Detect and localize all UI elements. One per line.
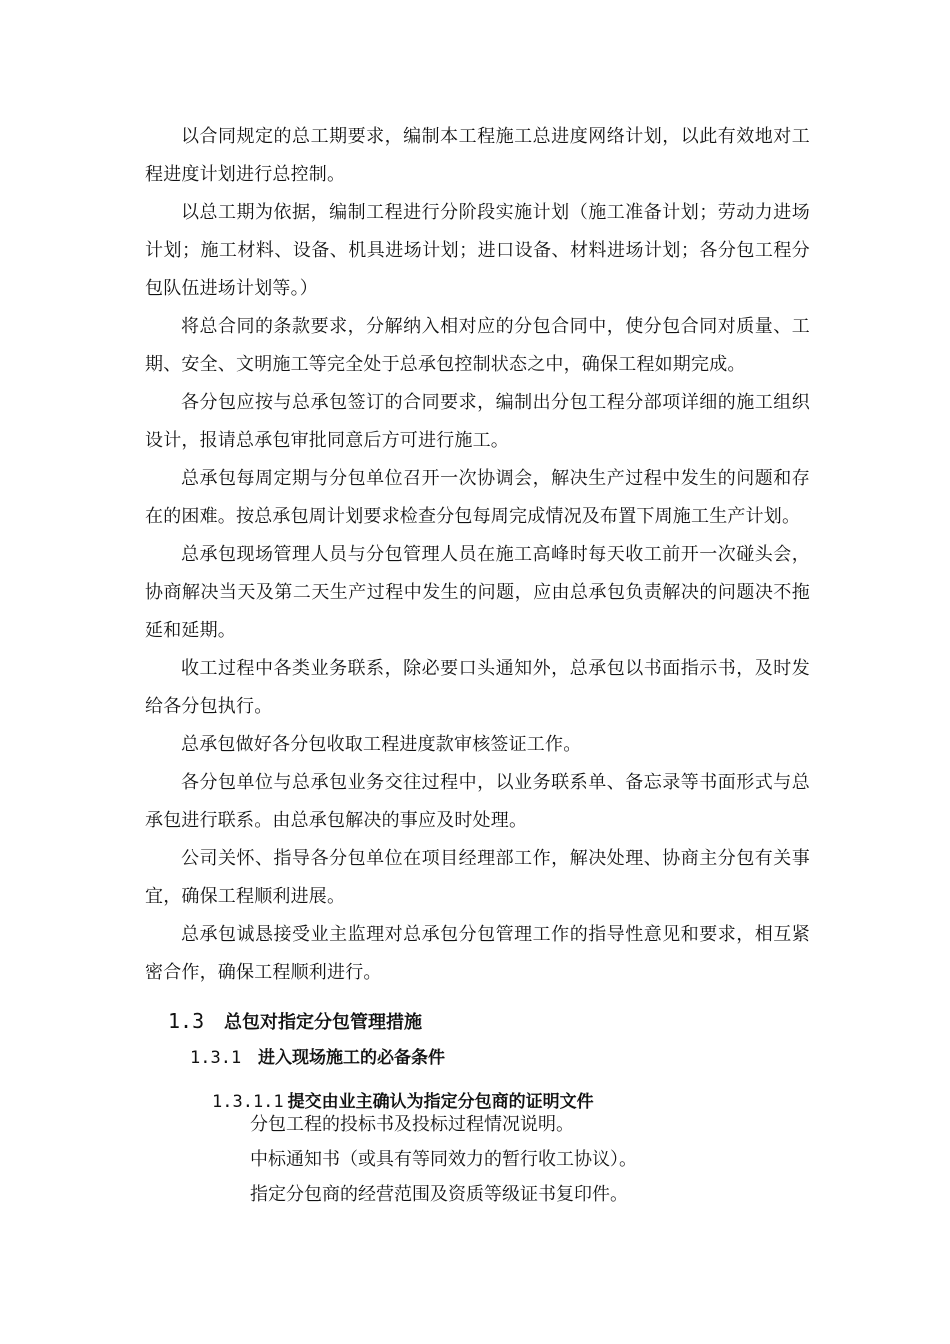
section-title: 总包对指定分包管理措施 (224, 1012, 422, 1033)
list-item: 中标通知书（或具有等同效力的暂行收工协议）。 (250, 1149, 637, 1170)
section-heading (168, 1008, 422, 1034)
paragraph: 总承包每周定期与分包单位召开一次协调会，解决生产过程中发生的问题和存在的困难。按总承包周计划要求检查分包每周完成情况及布置下周施工生产计划。 (145, 468, 810, 527)
paragraph: 各分包单位与总承包业务交往过程中，以业务联系单、备忘录等书面形式与总承包进行联系。由总承包解决的事应及时处理。 (145, 772, 810, 831)
paragraph: 将总合同的条款要求，分解纳入相对应的分包合同中，使分包合同对质量、工期、安全、文明施工等完全处于总承包控制状态之中，确保工程如期完成。 (145, 316, 810, 375)
section-number: 1.3 (168, 1009, 205, 1033)
paragraph: 以总工期为依据，编制工程进行分阶段实施计划（施工准备计划；劳动力进场计划；施工材料、设备、机具进场计划；进口设备、材料进场计划；各分包工程分包队伍进场计划等。） (145, 202, 810, 299)
subsection-number: 1.3.1 (190, 1048, 242, 1068)
paragraph: 以合同规定的总工期要求，编制本工程施工总进度网络计划，以此有效地对工程进度计划进行总控制。 (145, 126, 810, 185)
paragraph: 公司关怀、指导各分包单位在项目经理部工作，解决处理、协商主分包有关事宜，确保工程顺利进展。 (145, 848, 810, 907)
required-documents-list (250, 1107, 637, 1212)
subsection-title: 进入现场施工的必备条件 (258, 1048, 445, 1068)
subsection-heading (190, 1043, 445, 1068)
list-item: 分包工程的投标书及投标过程情况说明。 (250, 1114, 574, 1135)
paragraph: 收工过程中各类业务联系，除必要口头通知外，总承包以书面指示书，及时发给各分包执行。 (145, 658, 810, 717)
paragraph: 总承包做好各分包收取工程进度款审核签证工作。 (181, 734, 582, 755)
paragraph: 总承包诚恳接受业主监理对总承包分包管理工作的指导性意见和要求，相互紧密合作，确保工程顺利进行。 (145, 924, 810, 983)
paragraph: 各分包应按与总承包签订的合同要求，编制出分包工程分部项详细的施工组织设计，报请总承包审批同意后方可进行施工。 (145, 392, 810, 451)
subsubsection-number: 1.3.1.1 (212, 1092, 284, 1112)
paragraph: 总承包现场管理人员与分包管理人员在施工高峰时每天收工前开一次碰头会，协商解决当天及第二天生产过程中发生的问题，应由总承包负责解决的问题决不拖延和延期。 (145, 544, 810, 641)
body-paragraphs (145, 118, 810, 992)
list-item: 指定分包商的经营范围及资质等级证书复印件。 (250, 1184, 628, 1205)
subsubsection-title: 提交由业主确认为指定分包商的证明文件 (287, 1092, 594, 1112)
